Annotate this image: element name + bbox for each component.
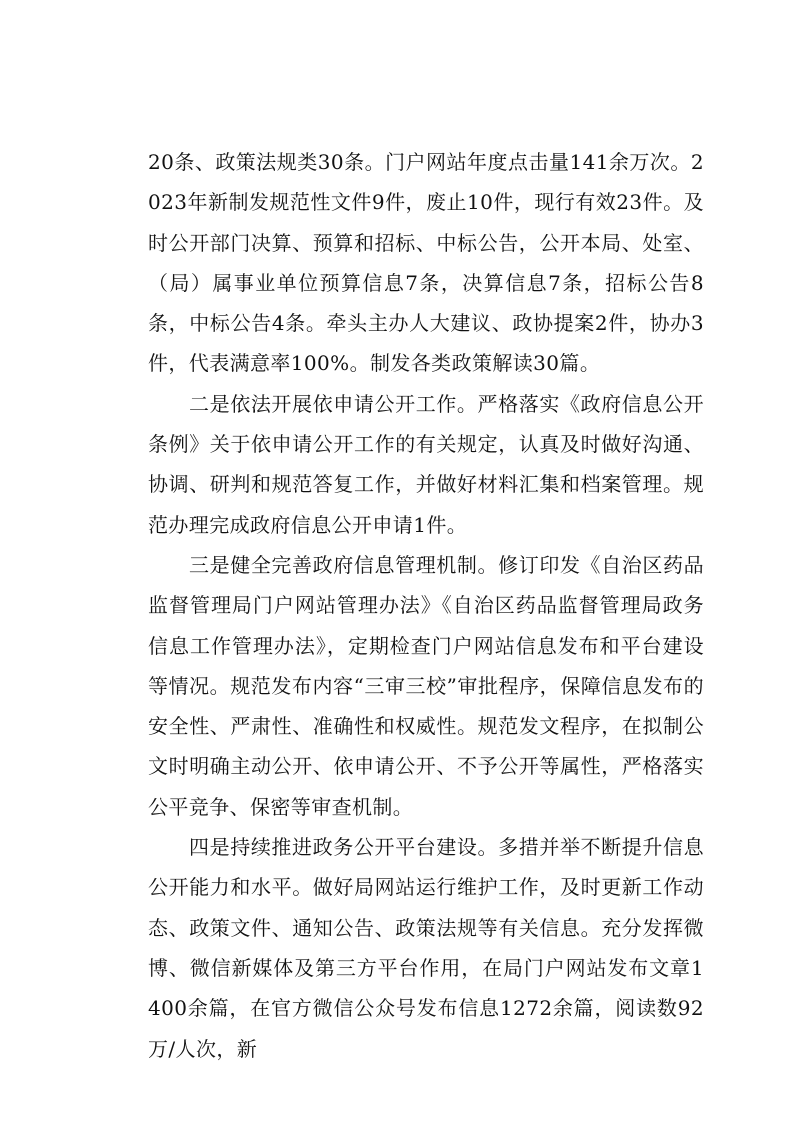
paragraph-2: 二是依法开展依申请公开工作。严格落实《政府信息公开条例》关于依申请公开工作的有关规定，认真及时做好沟通、协调、研判和规范答复工作，并做好材料汇集和档案管理。规范办理完成政府信息公开申请1件。 — [148, 391, 704, 537]
paragraph-4: 四是持续推进政务公开平台建设。多措并举不断提升信息公开能力和水平。做好局网站运行维护工作，及时更新工作动态、政策文件、通知公告、政策法规等有关信息。充分发挥微博、微信新媒体及第三方平台作用，在局门户网站发布文章1400余篇，在官方微信公众号发布信息1272余篇，阅读数92万/人次，新 — [148, 835, 704, 1061]
paragraph-3: 三是健全完善政府信息管理机制。修订印发《自治区药品监督管理局门户网站管理办法》《自治区药品监督管理局政务信息工作管理办法》，定期检查门户网站信息发布和平台建设等情况。规范发布内容“三审三校”审批程序，保障信息发布的安全性、严肃性、准确性和权威性。规范发文程序，在拟制公文时明确主动公开、依申请公开、不予公开等属性，严格落实公平竞争、保密等审查机制。 — [148, 552, 704, 819]
document-body — [148, 142, 704, 1069]
paragraph-continued: 20条、政策法规类30条。门户网站年度点击量141余万次。2023年新制发规范性文件9件，废止10件，现行有效23件。及时公开部门决算、预算和招标、中标公告，公开本局、处室、（局）属事业单位预算信息7条，决算信息7条，招标公告8条，中标公告4条。牵头主办人大建议、政协提案2件，协办3件，代表满意率100%。制发各类政策解读30篇。 — [148, 150, 704, 376]
